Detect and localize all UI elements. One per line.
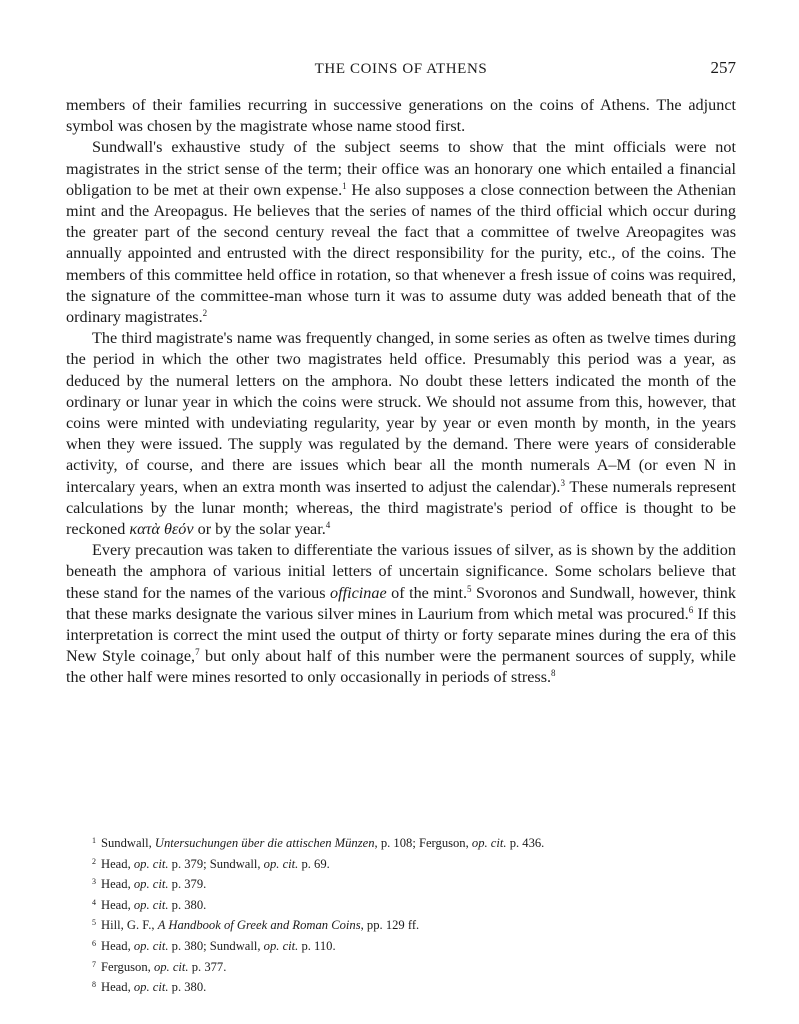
text-run: p. 110. — [298, 938, 336, 953]
text-run: Head, — [101, 877, 134, 892]
footnote-ref: 4 — [325, 520, 331, 531]
text-run: Head, — [101, 980, 134, 995]
text-run: Head, — [101, 856, 134, 871]
paragraph — [66, 137, 736, 328]
footnotes — [92, 832, 752, 997]
footnote-ref: 8 — [551, 668, 556, 679]
footnote-ref: 3 — [560, 477, 565, 488]
italic-text: Untersuchungen über die attischen Münzen — [154, 836, 375, 850]
text-run: of the mint. — [386, 583, 468, 602]
text-run: p. 436. — [506, 836, 545, 850]
paragraph — [66, 328, 736, 540]
text-run: p. 380. — [168, 980, 207, 995]
footnote-ref: 2 — [202, 308, 208, 319]
italic-text: κατὰ θεόν — [129, 520, 194, 539]
footnote-ref: 5 — [467, 583, 472, 594]
italic-text: op. cit. — [263, 938, 299, 953]
footnote — [92, 832, 752, 853]
footnote-mark: 7 — [92, 959, 96, 969]
text-run: Head, — [101, 897, 134, 912]
text-run: Hill, G. F., — [101, 918, 158, 933]
italic-text: op. cit. — [471, 836, 507, 850]
paragraph — [66, 540, 736, 688]
footnote-ref: 1 — [342, 180, 347, 191]
italic-text: op. cit. — [263, 856, 299, 871]
text-run: Sundwall's exhaustive study of the subject seems to show that the mint officials were not magistrates in the strict sense of the term; their office was an honorary one which entailed a financial obligation to be met at their own expense. — [66, 138, 736, 199]
page-number: 257 — [710, 58, 736, 77]
running-title: THE COINS OF ATHENS — [314, 61, 488, 77]
text-run: These numerals represent calculations by the lunar month; whereas, the third magistrate's period of office is thought to be reckoned — [66, 477, 736, 539]
italic-text: op. cit. — [133, 877, 169, 892]
text-run: Every precaution was taken to differentiate the various issues of silver, as is shown by the addition beneath the amphora of various initial letters of uncertain significance. Some scholars believe that these stand for the names of the various — [66, 541, 736, 602]
text-run: He also supposes a close connection between the Athenian mint and the Areopagus. He believes that the series of names of the third official which occur during the greater part of the second century reveal the fact that a committee of twelve Areopagites was annually appointed and entrusted with the direct responsibility for the purity, etc., of the coins. The members of this committee held office in rotation, so that whenever a fresh issue of coins was required, the signature of the committee-man whose turn it was to assume duty was added beneath that of the ordinary magistrates. — [66, 180, 736, 327]
italic-text: op. cit. — [133, 897, 169, 912]
text-run: members of their families recurring in successive generations on the coins of Athens. The adjunct symbol was chosen by the magistrate whose name stood first. — [66, 96, 736, 136]
footnote — [92, 873, 752, 894]
footnote — [92, 976, 752, 997]
text-run: p. 379; Sundwall, — [168, 856, 264, 871]
text-run: p. 69. — [298, 856, 330, 871]
footnote-mark: 5 — [92, 918, 96, 928]
italic-text: officinae — [330, 583, 387, 602]
footnote — [92, 935, 752, 956]
italic-text: op. cit. — [133, 938, 169, 953]
footnote-ref: 6 — [688, 604, 694, 615]
italic-text: op. cit. — [133, 980, 169, 995]
italic-text: op. cit. — [133, 856, 169, 871]
footnote-mark: 1 — [92, 836, 96, 845]
footnote-mark: 8 — [92, 980, 96, 990]
text-run: Head, — [101, 938, 134, 953]
footnote — [92, 956, 752, 977]
footnote — [92, 894, 752, 915]
paragraph — [66, 95, 736, 137]
text-run: p. 380. — [168, 897, 207, 912]
text-run: Sundwall, — [101, 836, 155, 850]
text-run: , pp. 129 ff. — [360, 918, 420, 933]
footnote-mark: 4 — [92, 897, 96, 907]
footnote-ref: 7 — [195, 647, 200, 658]
footnote-mark: 6 — [92, 938, 96, 948]
text-run: , p. 108; Ferguson, — [374, 836, 472, 850]
text-run: Svoronos and Sundwall, however, think that these marks designate the various silver mines in Laurium from which metal was procured. — [66, 583, 736, 623]
page-header — [66, 58, 736, 82]
text-run: p. 377. — [188, 959, 227, 974]
italic-text: op. cit. — [153, 959, 189, 974]
footnote-mark: 2 — [92, 856, 96, 866]
text-run: p. 380; Sundwall, — [168, 938, 264, 953]
italic-text: A Handbook of Greek and Roman Coins — [157, 918, 361, 933]
footnote-mark: 3 — [92, 877, 96, 887]
text-run: Ferguson, — [101, 959, 154, 974]
text-run: If this interpretation is correct the mint used the output of thirty or forty separate mines during the era of this New Style coinage, — [66, 604, 736, 666]
text-run: p. 379. — [168, 877, 207, 892]
text-run: The third magistrate's name was frequently changed, in some series as often as twelve times during the period in which the other two magistrates held office. Presumably this period was a year, as deduced by the numeral letters on the amphora. No doubt these letters indicated the month of the ordinary or lunar year in which the coins were struck. We should not assume from this, however, that coins were minted with undeviating regularity, year by year or even month by month, in the years when they were issued. The supply was regulated by the demand. There were years of considerable activity, of course, and there are issues which bear all the month numerals A–M (or even N in intercalary years, when an extra month was inserted to adjust the calendar). — [66, 329, 736, 496]
text-run: or by the solar year. — [193, 520, 326, 539]
body-text — [66, 95, 736, 689]
footnote — [92, 914, 752, 935]
footnote — [92, 853, 752, 874]
text-run: but only about half of this number were the permanent sources of supply, while the other half were mines resorted to only occasionally in periods of stress. — [66, 647, 736, 687]
